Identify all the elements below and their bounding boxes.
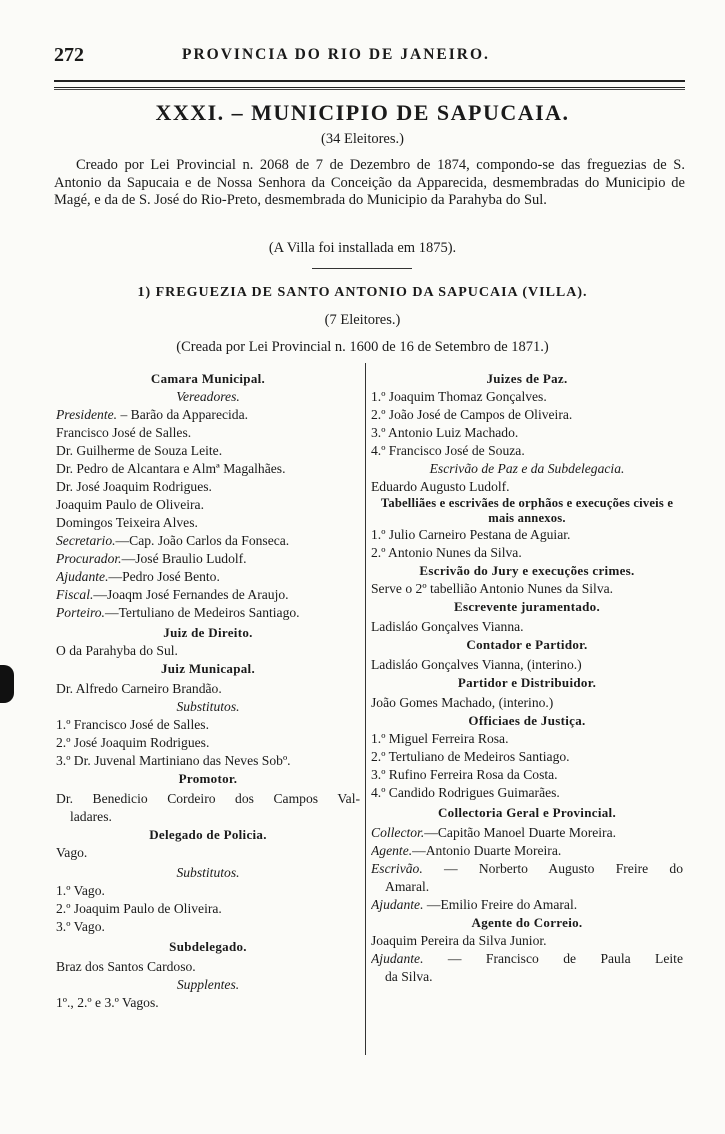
- list-item: Dr. Alfredo Carneiro Brandão.: [56, 681, 222, 696]
- chapter-electors: (34 Eleitores.): [321, 131, 404, 147]
- person-name: — Norberto Augusto Freire do: [443, 861, 683, 876]
- heading-tabelliaes: Tabelliães e escrivães de orphãos e execuções civeis e mais annexos.: [380, 496, 674, 525]
- person-name: — Francisco de Paula Leite: [447, 951, 683, 966]
- list-item: 1.º Joaquim Thomaz Gonçalves.: [371, 389, 547, 404]
- person-name: —Joaqm José Fernandes de Araujo.: [93, 587, 289, 602]
- list-item: ladares.: [70, 809, 112, 824]
- list-item: Serve o 2º tabellião Antonio Nunes da Silva.: [371, 581, 614, 596]
- role-label: Ajudante.: [371, 951, 424, 966]
- list-item: [56, 568, 360, 586]
- installation-note: (A Villa foi installada em 1875).: [268, 240, 457, 256]
- heading-juizes-paz: Juizes de Paz.: [486, 371, 568, 386]
- ink-blot: [0, 665, 14, 703]
- role-label: Secretario.: [56, 533, 116, 548]
- list-item: 1.º Julio Carneiro Pestana de Aguiar.: [371, 527, 571, 542]
- role-label: Agente.: [371, 843, 413, 858]
- header-rule: [54, 80, 685, 88]
- section-title: 1) FREGUEZIA DE SANTO ANTONIO DA SAPUCAIA (VILLA).: [137, 285, 588, 300]
- person-name: – Barão da Apparecida.: [120, 407, 249, 422]
- role-label: Ajudante.: [371, 897, 424, 912]
- list-item: 3.º Rufino Ferreira Rosa da Costa.: [371, 767, 558, 782]
- heading-substitutos: Substitutos.: [176, 699, 240, 714]
- heading-promotor: Promotor.: [178, 771, 238, 786]
- person-name: —José Braulio Ludolf.: [121, 551, 247, 566]
- chapter-intro: Creado por Lei Provincial n. 2068 de 7 de Dezembro de 1874, compondo-se das freguezias de S. Antonio da Sapucaia e de Nossa Senhora da Conceição da Apparecida, desmembradas do Municipio de Magé, e da de S. José do Rio-Preto, desmembrada do Municipio da Parahyba do Sul.: [54, 157, 685, 208]
- left-column: [56, 370, 360, 1012]
- chapter-title: XXXI. – MUNICIPIO DE SAPUCAIA.: [155, 100, 570, 125]
- list-item: [371, 860, 683, 878]
- list-item: 2.º Joaquim Paulo de Oliveira.: [56, 901, 222, 916]
- list-item: 2.º João José de Campos de Oliveira.: [371, 407, 573, 422]
- heading-officiaes: Officiaes de Justiça.: [468, 713, 586, 728]
- running-head: PROVINCIA DO RIO DE JANEIRO.: [182, 46, 490, 63]
- list-item: Dr. Pedro de Alcantara e Almª Magalhães.: [56, 461, 286, 476]
- list-item: Dr. José Joaquim Rodrigues.: [56, 479, 212, 494]
- heading-supplentes: Supplentes.: [176, 977, 240, 992]
- heading-contador: Contador e Partidor.: [466, 637, 588, 652]
- heading-subdelegado: Subdelegado.: [169, 939, 247, 954]
- list-item: 1.º Miguel Ferreira Rosa.: [371, 731, 509, 746]
- section-divider: [312, 268, 412, 269]
- role-label: Ajudante.: [56, 569, 109, 584]
- person-name: —Emilio Freire do Amaral.: [426, 897, 578, 912]
- list-item: [56, 406, 360, 424]
- person-name: —Pedro José Bento.: [108, 569, 220, 584]
- list-item: Dr. Guilherme de Souza Leite.: [56, 443, 223, 458]
- role-label: Collector.: [371, 825, 425, 840]
- list-item: 4.º Candido Rodrigues Guimarães.: [371, 785, 560, 800]
- heading-vereadores: Vereadores.: [176, 389, 240, 404]
- list-item: [56, 550, 360, 568]
- header-rule-thin: [54, 89, 685, 90]
- list-item: Ladisláo Gonçalves Vianna, (interino.): [371, 657, 582, 672]
- heading-escrivao-paz: Escrivão de Paz e da Subdelegacia.: [429, 461, 625, 476]
- list-item: 3.º Dr. Juvenal Martiniano das Neves Sobº.: [56, 753, 291, 768]
- list-item: [371, 896, 683, 914]
- list-item: [56, 586, 360, 604]
- heading-camara: Camara Municipal.: [150, 371, 266, 386]
- role-label: Escrivão.: [371, 861, 423, 876]
- list-item: Braz dos Santos Cardoso.: [56, 959, 196, 974]
- list-item: 2.º José Joaquim Rodrigues.: [56, 735, 210, 750]
- list-item: Domingos Teixeira Alves.: [56, 515, 198, 530]
- role-label: Porteiro.: [56, 605, 105, 620]
- list-item: 2.º Antonio Nunes da Silva.: [371, 545, 522, 560]
- list-item: O da Parahyba do Sul.: [56, 643, 178, 658]
- list-item: da Silva.: [385, 969, 433, 984]
- list-item: 3.º Antonio Luiz Machado.: [371, 425, 519, 440]
- role-label: Fiscal.: [56, 587, 94, 602]
- person-name: —Antonio Duarte Moreira.: [412, 843, 562, 858]
- list-item: João Gomes Machado, (interino.): [371, 695, 554, 710]
- list-item: 3.º Vago.: [56, 919, 105, 934]
- person-name: —Capitão Manoel Duarte Moreira.: [424, 825, 617, 840]
- person-name: —Cap. João Carlos da Fonseca.: [115, 533, 290, 548]
- role-label: Presidente.: [56, 407, 118, 422]
- list-item: 1.º Vago.: [56, 883, 105, 898]
- heading-delegado: Delegado de Policia.: [149, 827, 267, 842]
- list-item: Dr. Benedicio Cordeiro dos Campos Val-: [56, 791, 360, 806]
- list-item: Ladisláo Gonçalves Vianna.: [371, 619, 524, 634]
- list-item: [371, 842, 683, 860]
- heading-escrevente: Escrevente juramentado.: [453, 599, 601, 614]
- right-column: [371, 370, 683, 986]
- list-item: [56, 604, 360, 622]
- list-item: 4.º Francisco José de Souza.: [371, 443, 525, 458]
- page-header: [54, 36, 685, 66]
- heading-collectoria: Collectoria Geral e Provincial.: [437, 805, 616, 820]
- role-label: Procurador.: [56, 551, 122, 566]
- list-item: 1.º Francisco José de Salles.: [56, 717, 209, 732]
- list-item: Eduardo Augusto Ludolf.: [371, 479, 510, 494]
- list-item: [371, 950, 683, 968]
- list-item: Amaral.: [385, 879, 430, 894]
- section-electors: (7 Eleitores.): [324, 312, 401, 328]
- page-number: 272: [54, 44, 84, 66]
- list-item: Joaquim Paulo de Oliveira.: [56, 497, 204, 512]
- heading-escrivao-jury: Escrivão do Jury e execuções crimes.: [419, 563, 635, 578]
- heading-correio: Agente do Correio.: [471, 915, 583, 930]
- list-item: Francisco José de Salles.: [56, 425, 192, 440]
- heading-partidor: Partidor e Distribuidor.: [457, 675, 597, 690]
- heading-juiz-municipal: Juiz Municapal.: [160, 661, 256, 676]
- person-name: —Tertuliano de Medeiros Santiago.: [104, 605, 300, 620]
- list-item: 2.º Tertuliano de Medeiros Santiago.: [371, 749, 570, 764]
- list-item: [371, 824, 683, 842]
- list-item: Vago.: [56, 845, 88, 860]
- list-item: 1º., 2.º e 3.º Vagos.: [56, 995, 159, 1010]
- heading-delegado-substitutos: Substitutos.: [176, 865, 240, 880]
- section-creation: (Creada por Lei Provincial n. 1600 de 16 de Setembro de 1871.): [176, 339, 549, 355]
- list-item: [56, 532, 360, 550]
- heading-juiz-direito: Juiz de Direito.: [163, 625, 253, 640]
- column-divider: [365, 363, 366, 1055]
- list-item: Joaquim Pereira da Silva Junior.: [371, 933, 547, 948]
